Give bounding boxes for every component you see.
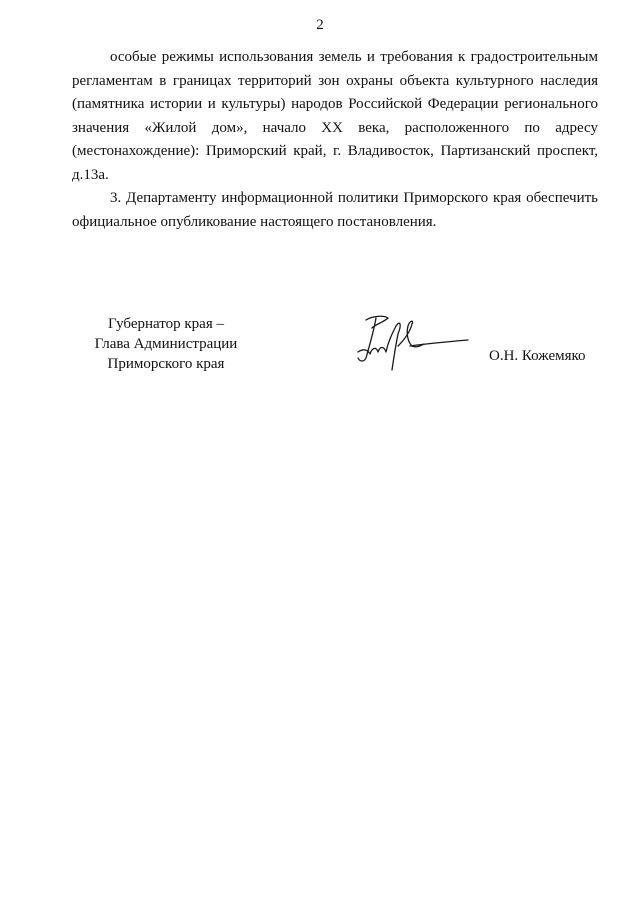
paragraph-3: 3. Департаменту информационной политики Приморского края обеспечить официальное опубликование настоящего постановления. xyxy=(72,190,598,230)
paragraph-continuation: особые режимы использования земель и требования к градостроительным регламентам в границах территорий зон охраны объекта культурного наследия (памятника истории и культуры) народов Российской Федерации регионального значения «Жилой дом», начало XX века, расположенного по адресу (местонахождение): Приморский край, г. Владивосток, Партизанский проспект, д.13а. xyxy=(72,49,598,183)
signer-name: О.Н. Кожемяко xyxy=(489,348,586,364)
page-number: 2 xyxy=(316,17,324,33)
position-line-3: Приморского края xyxy=(107,356,225,372)
signatory-position xyxy=(66,314,266,374)
document-body xyxy=(72,46,598,234)
position-line-1: Губернатор края – xyxy=(108,316,224,332)
position-line-2: Глава Администрации xyxy=(94,336,238,352)
handwritten-signature xyxy=(354,312,470,372)
